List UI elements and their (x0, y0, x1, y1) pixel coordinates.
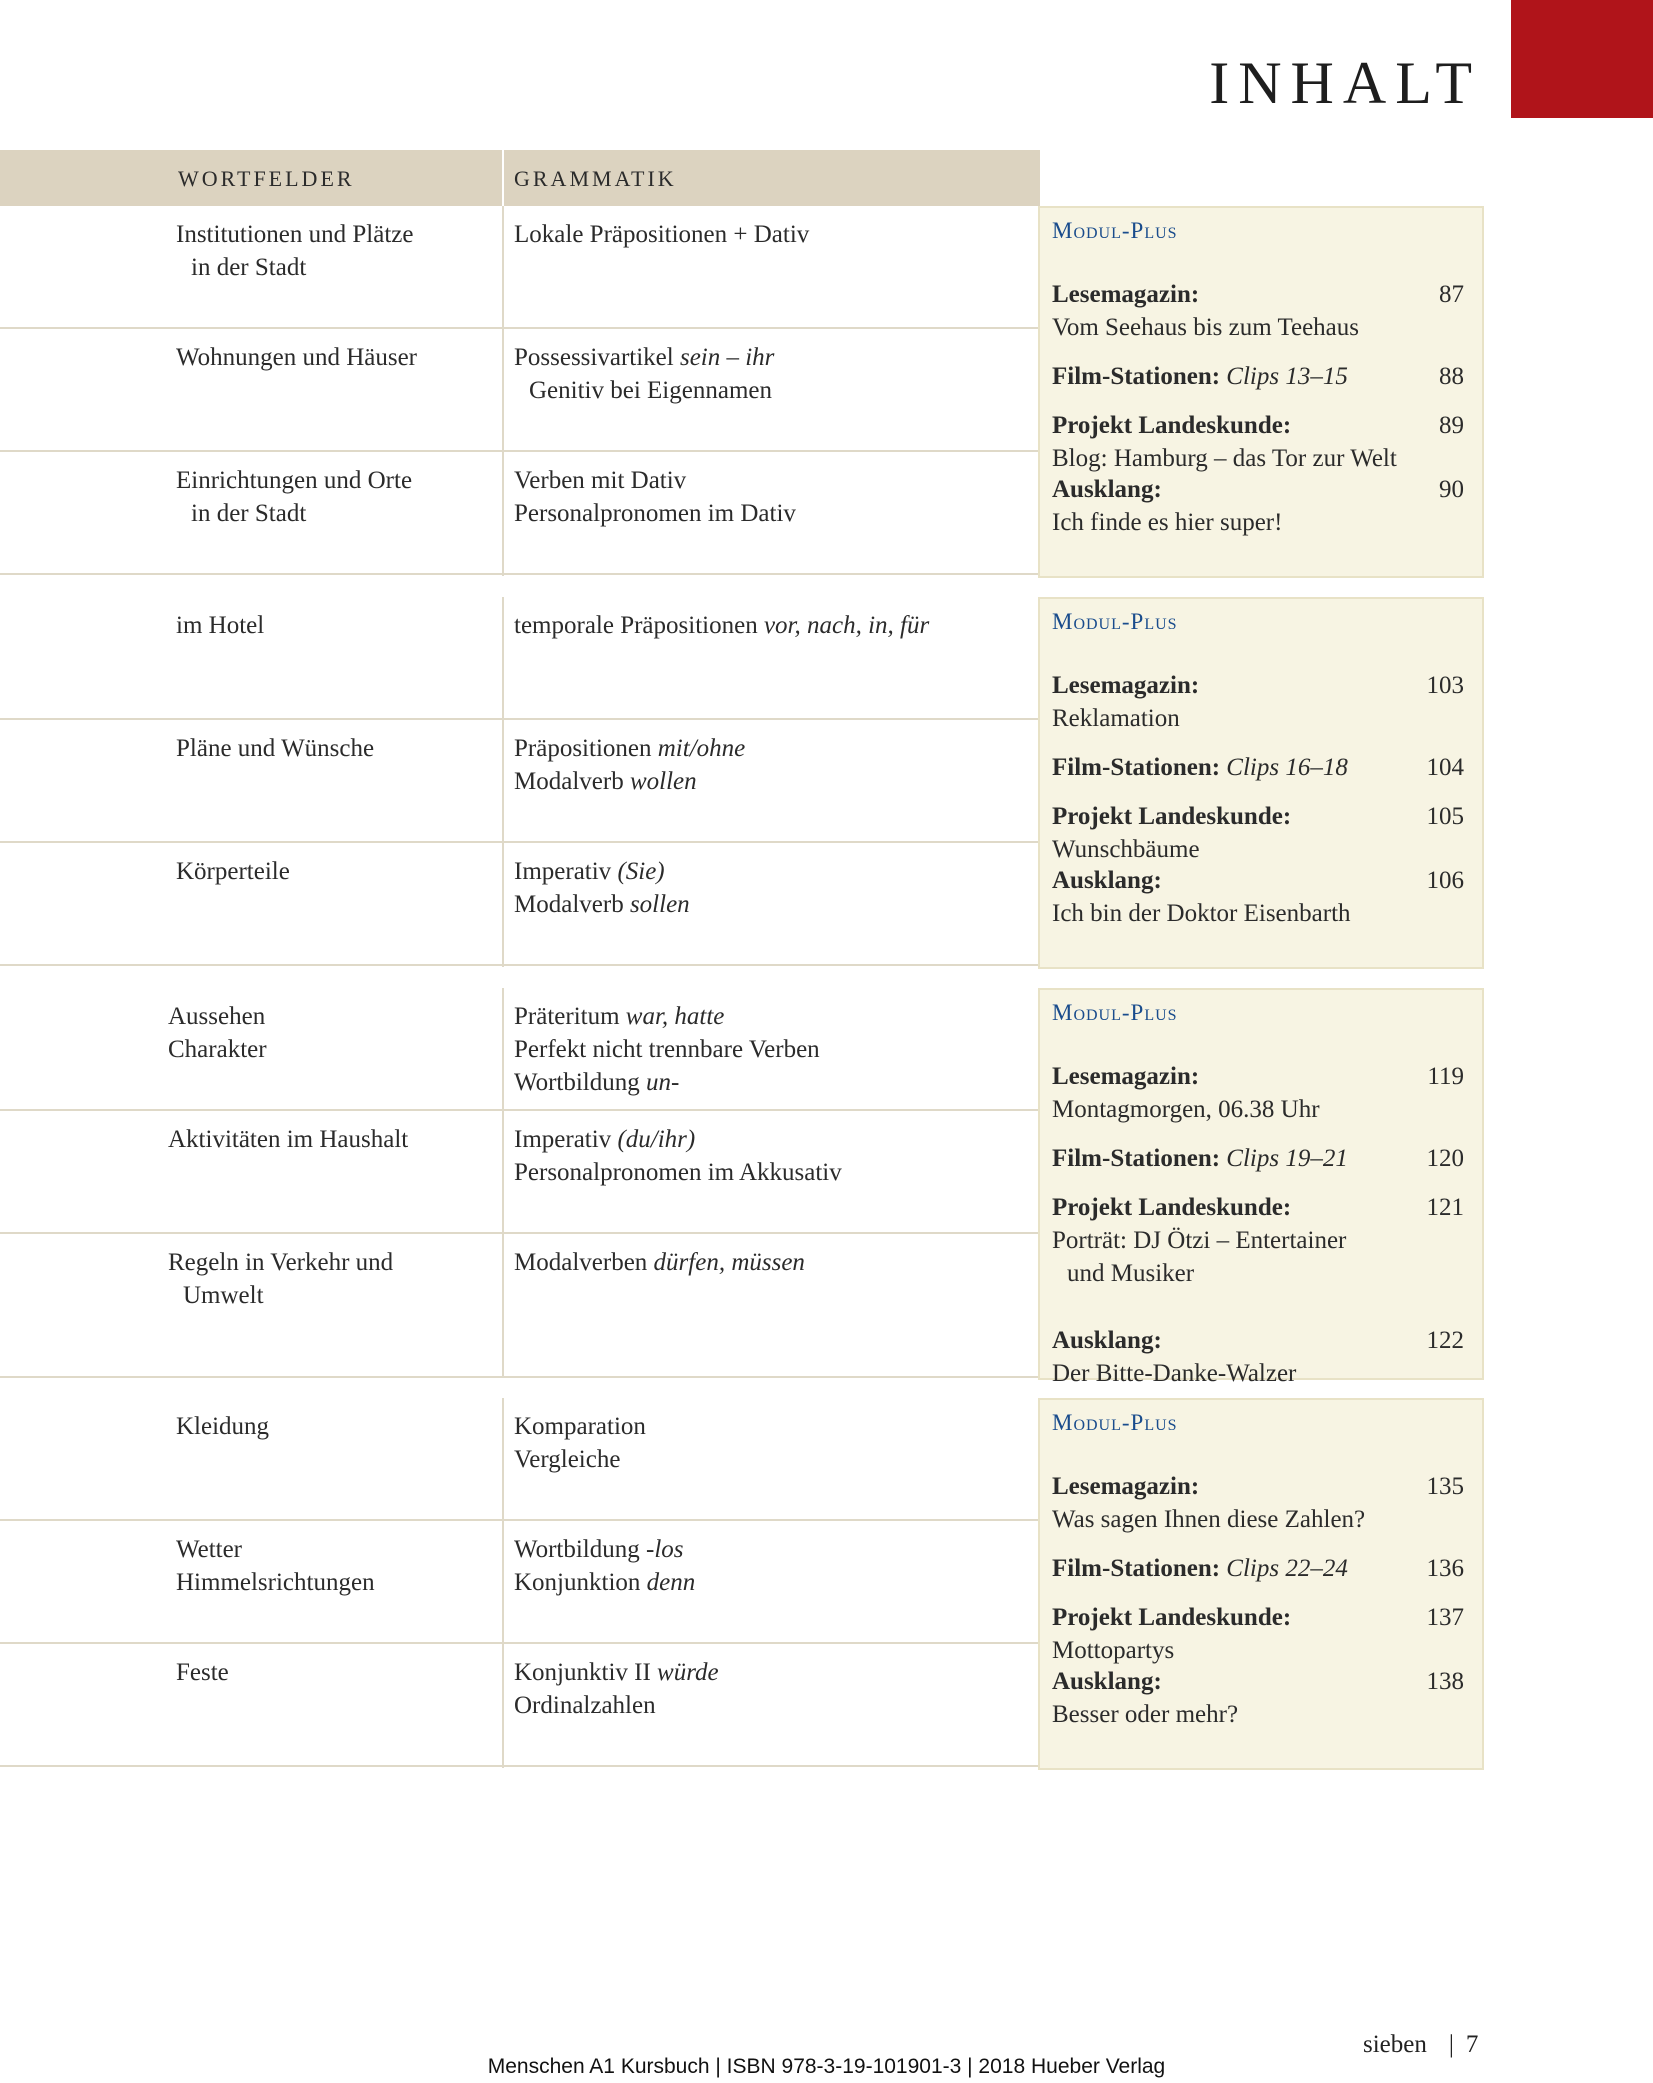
table-row (0, 988, 1040, 1111)
grammatik-cell: Präpositionen mit/ohne Modalverb wollen (514, 735, 746, 795)
wortfeld-cell: Wetter Himmelsrichtungen (176, 1536, 375, 1596)
column-header-grammatik: GRAMMATIK (514, 166, 677, 191)
modul-plus-label: Modul-Plus (1052, 1000, 1178, 1025)
projekt-landeskunde-entry (1052, 409, 1462, 475)
ausklang-entry (1052, 1324, 1462, 1390)
row-divider (0, 1376, 1040, 1378)
entry-title: Blog: Hamburg – das Tor zur Welt (1052, 445, 1397, 472)
lesemagazin-entry (1052, 669, 1462, 735)
entry-title: Reklamation (1052, 705, 1180, 732)
grammatik-cell: Konjunktiv II würde Ordinalzahlen (514, 1659, 719, 1719)
column-header-wortfelder: WORTFELDER (178, 166, 355, 191)
row-divider (0, 1765, 1040, 1767)
page-number: 105 (1426, 803, 1464, 830)
wortfeld-cell: Einrichtungen und Orte in der Stadt (176, 467, 413, 527)
wortfeld-cell: Institutionen und Plätze in der Stadt (176, 221, 414, 281)
row-divider (0, 573, 1040, 575)
entry-title: Ich bin der Doktor Eisenbarth (1052, 900, 1351, 927)
entry-title: Montagmorgen, 06.38 Uhr (1052, 1096, 1320, 1123)
table-row (0, 1111, 1040, 1234)
table-row (0, 206, 1040, 329)
modul-plus-box (1038, 1398, 1484, 1770)
clips-range: Clips 19–21 (1226, 1145, 1348, 1172)
page-number: 90 (1439, 476, 1464, 503)
film-stationen-entry (1052, 1552, 1462, 1585)
page-number: 88 (1439, 363, 1464, 390)
page-number: 103 (1426, 672, 1464, 699)
modul-plus-label: Modul-Plus (1052, 218, 1178, 243)
ausklang-entry (1052, 1665, 1462, 1731)
wortfeld-cell: Aussehen Charakter (168, 1003, 267, 1063)
page-number: 121 (1426, 1194, 1464, 1221)
page-number: 122 (1426, 1327, 1464, 1354)
page-number: 120 (1426, 1145, 1464, 1172)
footer-copyright: Menschen A1 Kursbuch | ISBN 978-3-19-101901-3 | 2018 Hueber Verlag (487, 2055, 1166, 2078)
grammatik-cell: Possessivartikel sein – ihr Genitiv bei Eigennamen (514, 344, 775, 404)
film-stationen-entry (1052, 360, 1462, 393)
page-title: INHALT (1209, 50, 1481, 116)
grammatik-cell: Präteritum war, hatte Perfekt nicht trennbare Verben Wortbildung un- (514, 1003, 820, 1096)
clips-range: Clips 22–24 (1226, 1555, 1348, 1582)
entry-label: Film-Stationen: (1052, 1145, 1221, 1172)
table-row (0, 1234, 1040, 1378)
modul-plus-label: Modul-Plus (1052, 1410, 1178, 1435)
entry-label: Projekt Landeskunde: (1052, 412, 1292, 439)
clips-range: Clips 16–18 (1226, 754, 1348, 781)
entry-title: Vom Seehaus bis zum Teehaus (1052, 314, 1360, 341)
lesemagazin-entry (1052, 1470, 1462, 1536)
modul-plus-label: Modul-Plus (1052, 609, 1178, 634)
entry-title: Mottopartys (1052, 1637, 1175, 1664)
grammatik-cell: Lokale Präpositionen + Dativ (514, 221, 810, 248)
entry-label: Ausklang: (1052, 1327, 1162, 1354)
entry-label: Lesemagazin: (1052, 281, 1200, 308)
wortfeld-cell: Wohnungen und Häuser (176, 344, 417, 371)
wortfeld-cell: Kleidung (176, 1413, 270, 1440)
entry-title: Porträt: DJ Ötzi – Entertainer und Musiker (1052, 1227, 1347, 1287)
modul-plus-box (1038, 206, 1484, 578)
grammatik-cell: Imperativ (du/ihr) Personalpronomen im Akkusativ (514, 1126, 842, 1186)
film-stationen-entry (1052, 1142, 1462, 1175)
row-divider (0, 964, 1040, 966)
page-number: 89 (1439, 412, 1464, 439)
entry-label: Film-Stationen: (1052, 754, 1221, 781)
entry-label: Projekt Landeskunde: (1052, 803, 1292, 830)
wortfeld-cell: Aktivitäten im Haushalt (168, 1126, 409, 1153)
lesemagazin-entry (1052, 278, 1462, 344)
grammatik-cell: Wortbildung -los Konjunktion denn (514, 1536, 696, 1596)
projekt-landeskunde-entry (1052, 1601, 1462, 1667)
page-number: 106 (1426, 867, 1464, 894)
modul-plus-box (1038, 988, 1484, 1387)
entry-label: Projekt Landeskunde: (1052, 1194, 1292, 1221)
page-number: 138 (1426, 1668, 1464, 1695)
page-number: 119 (1427, 1063, 1464, 1090)
table-row (0, 843, 1040, 966)
table-row (0, 720, 1040, 843)
entry-title: Ich finde es hier super! (1052, 509, 1283, 536)
lesemagazin-entry (1052, 1060, 1462, 1126)
grammatik-cell: Komparation Vergleiche (514, 1413, 646, 1473)
ausklang-entry (1052, 864, 1462, 930)
film-stationen-entry (1052, 751, 1462, 784)
page-number: 136 (1426, 1555, 1464, 1582)
entry-label: Lesemagazin: (1052, 672, 1200, 699)
entry-label: Lesemagazin: (1052, 1473, 1200, 1500)
entry-label: Projekt Landeskunde: (1052, 1604, 1292, 1631)
entry-label: Ausklang: (1052, 1668, 1162, 1695)
entry-title: Wunschbäume (1052, 836, 1200, 863)
entry-title: Was sagen Ihnen diese Zahlen? (1052, 1506, 1366, 1533)
table-row (0, 452, 1040, 575)
wortfeld-cell: Feste (176, 1659, 229, 1686)
entry-label: Lesemagazin: (1052, 1063, 1200, 1090)
wortfeld-cell: im Hotel (176, 612, 265, 639)
grammatik-cell: Modalverben dürfen, müssen (514, 1249, 805, 1276)
grammatik-cell: Verben mit Dativ Personalpronomen im Dativ (514, 467, 796, 527)
projekt-landeskunde-entry (1052, 1191, 1462, 1290)
column-header-divider (502, 150, 504, 206)
chapter-color-tab (1511, 0, 1653, 118)
wortfeld-cell: Regeln in Verkehr und Umwelt (168, 1249, 394, 1309)
wortfeld-cell: Körperteile (176, 858, 290, 885)
table-row (0, 1521, 1040, 1644)
ausklang-entry (1052, 473, 1462, 539)
page-number: 87 (1439, 281, 1464, 308)
wortfeld-cell: Pläne und Wünsche (176, 735, 375, 762)
entry-title: Der Bitte-Danke-Walzer (1052, 1360, 1297, 1387)
entry-label: Film-Stationen: (1052, 1555, 1221, 1582)
entry-label: Ausklang: (1052, 867, 1162, 894)
table-row (0, 1644, 1040, 1767)
grammatik-cell: Imperativ (Sie) Modalverb sollen (514, 858, 690, 918)
table-row (0, 597, 1040, 720)
page-folio: sieben | 7 (1363, 2031, 1479, 2058)
projekt-landeskunde-entry (1052, 800, 1462, 866)
entry-label: Film-Stationen: (1052, 363, 1221, 390)
table-row (0, 329, 1040, 452)
page-number: 135 (1426, 1473, 1464, 1500)
page-number: 137 (1426, 1604, 1464, 1631)
table-row (0, 1398, 1040, 1521)
modul-plus-box (1038, 597, 1484, 969)
page-number: 104 (1426, 754, 1464, 781)
entry-label: Ausklang: (1052, 476, 1162, 503)
entry-title: Besser oder mehr? (1052, 1701, 1239, 1728)
grammatik-cell: temporale Präpositionen vor, nach, in, für (514, 612, 930, 639)
clips-range: Clips 13–15 (1226, 363, 1348, 390)
